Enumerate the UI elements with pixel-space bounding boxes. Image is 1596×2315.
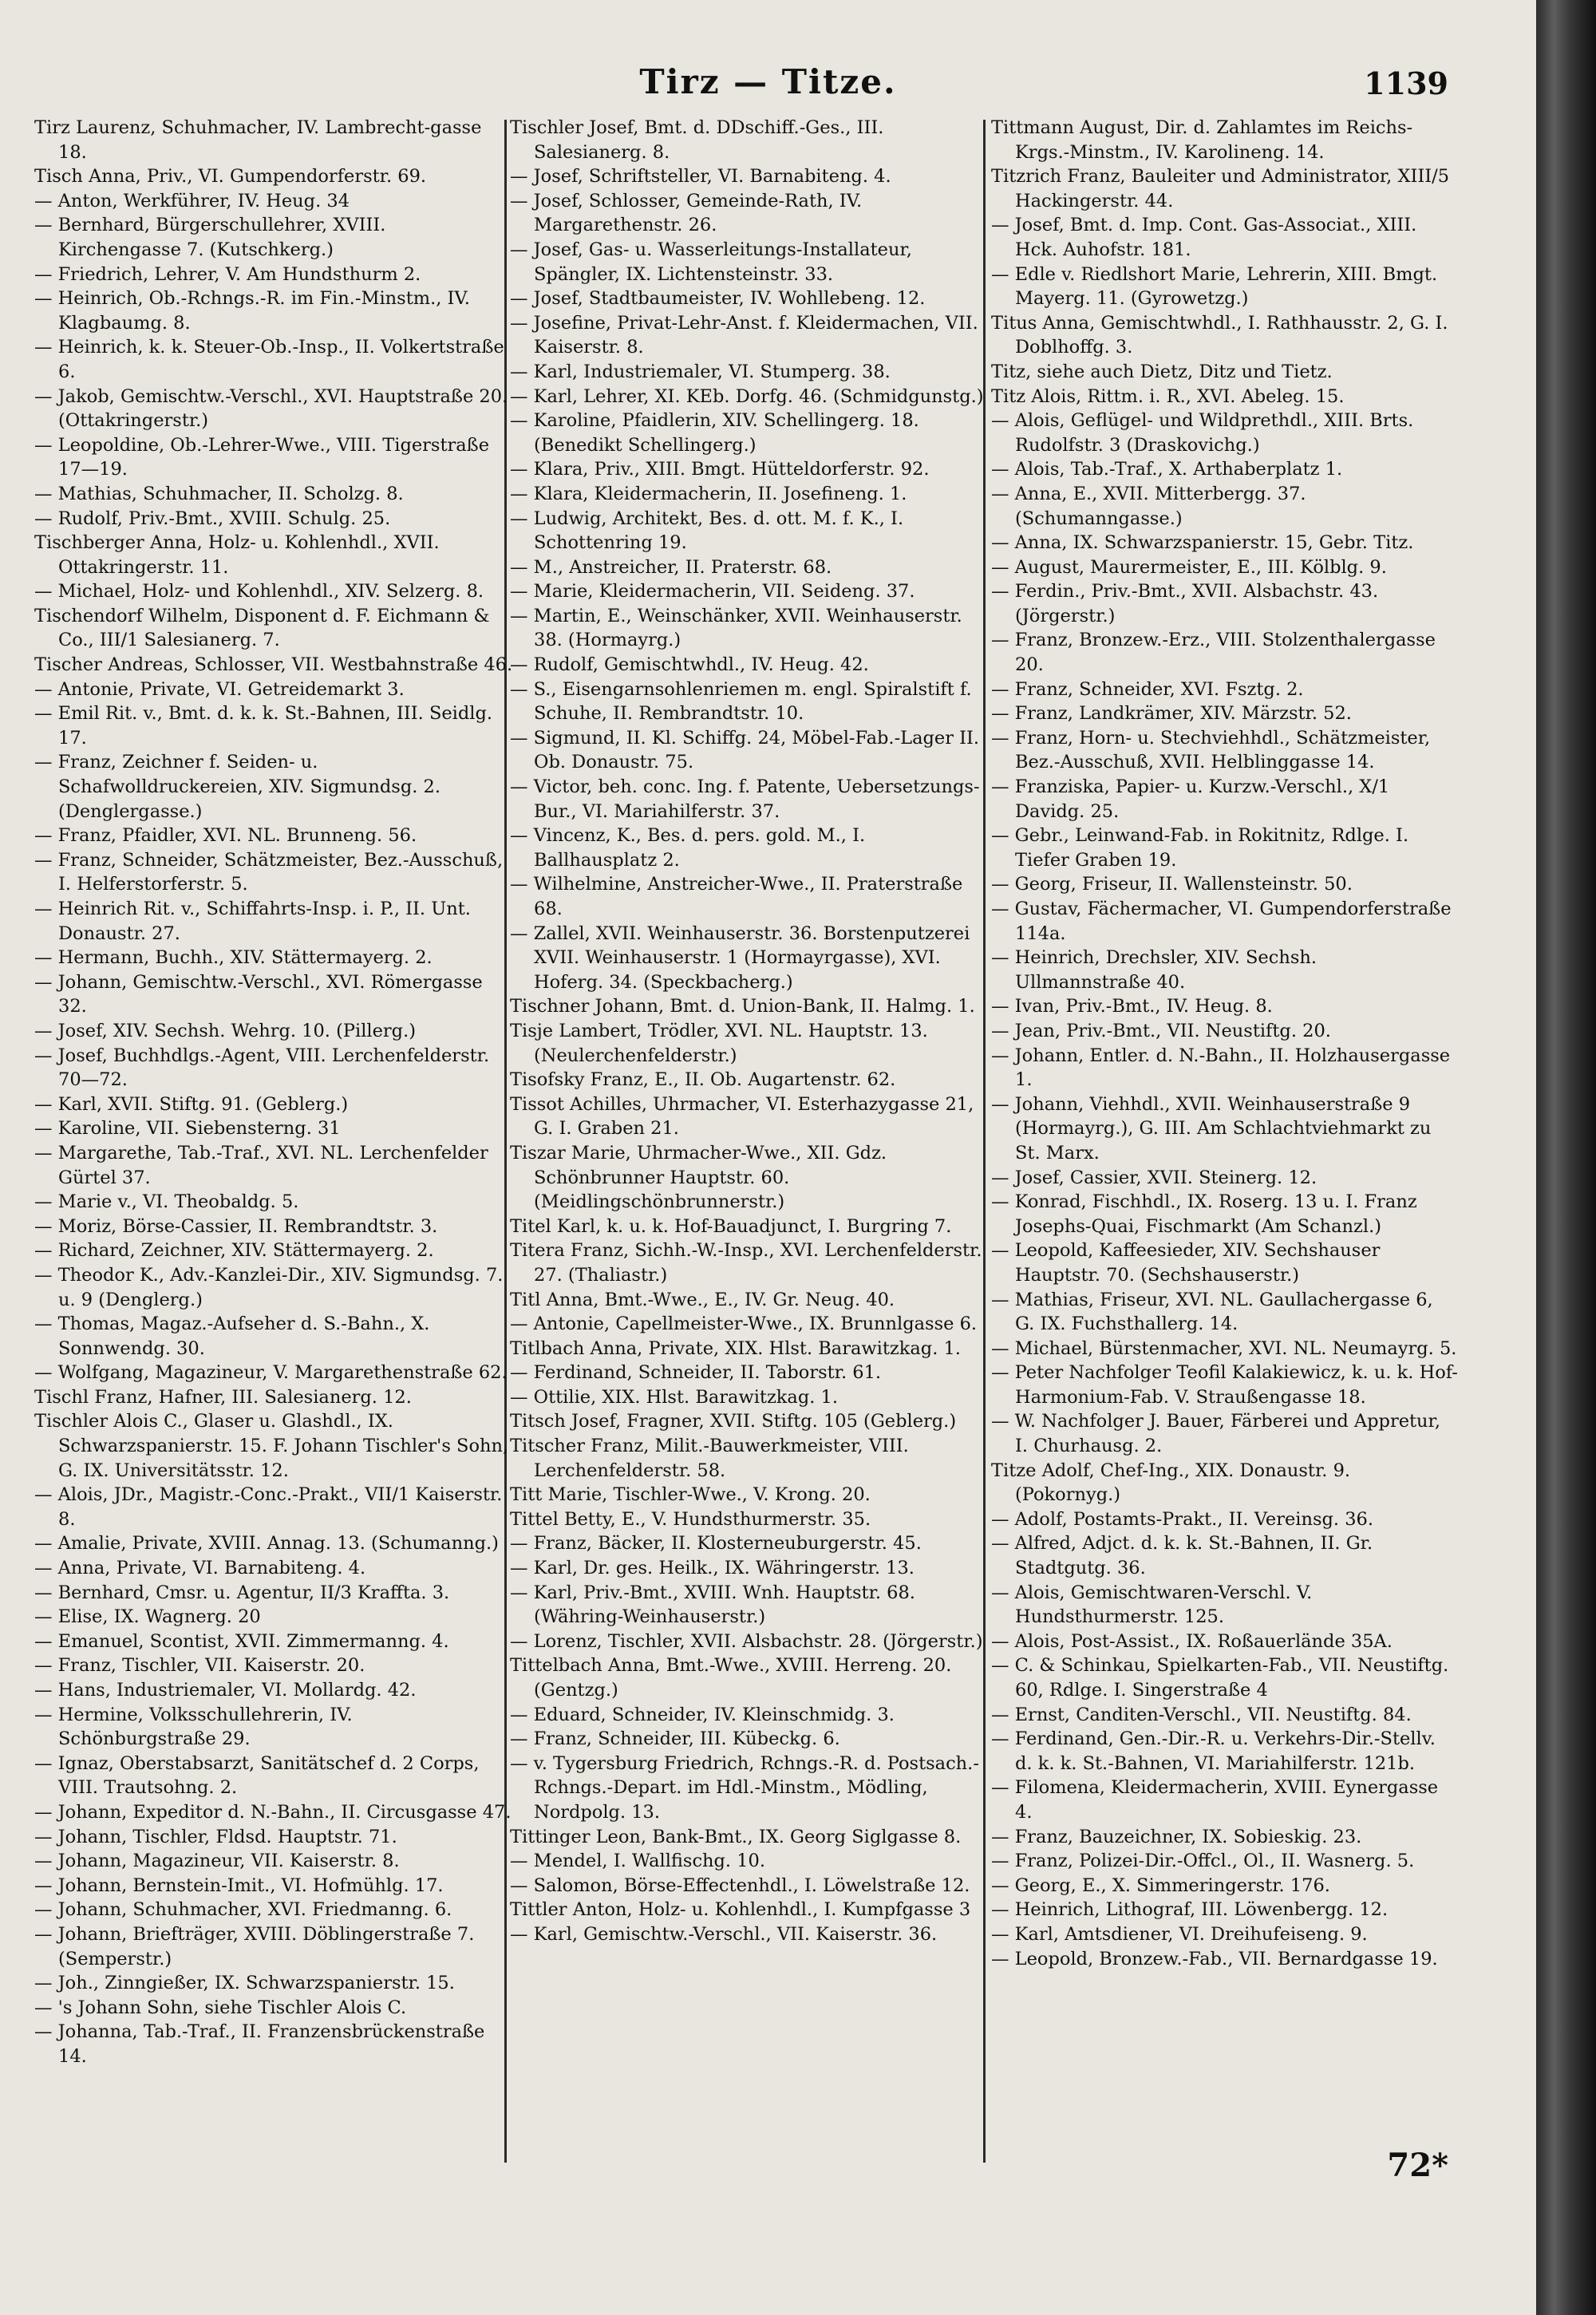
directory-entry: — Jean, Priv.-Bmt., VII. Neustiftg. 20. [991,1020,1331,1041]
directory-entry: — Franz, Pfaidler, XVI. NL. Brunneng. 56. [34,825,417,847]
directory-entry: — W. Nachfolger J. Bauer, Färberei und Appretur, I. Churhausg. 2. [991,1411,1440,1457]
directory-entry: — Gustav, Fächermacher, VI. Gumpendorferstraße 114a. [991,899,1452,944]
directory-entry: Tischner Johann, Bmt. d. Union-Bank, II. Halmg. 1. [510,996,975,1017]
directory-entry: — Ivan, Priv.-Bmt., IV. Heug. 8. [991,996,1273,1017]
directory-entry: — Georg, Friseur, II. Wallensteinstr. 50. [991,874,1353,895]
directory-entry: — Marie v., VI. Theobaldg. 5. [34,1191,299,1213]
directory-entry: Titus Anna, Gemischtwhdl., I. Rathhausstr. 2, G. I. Doblhoffg. 3. [991,312,1448,358]
directory-entry: Tissot Achilles, Uhrmacher, VI. Esterhazygasse 21, G. I. Graben 21. [510,1093,974,1140]
directory-entry: Titscher Franz, Milit.-Bauwerkmeister, VIII. Lerchenfelderstr. 58. [510,1436,909,1481]
directory-entry: — Josef, Schlosser, Gemeinde-Rath, IV. Margarethenstr. 26. [510,190,863,236]
directory-entry: — Johann, Gemischtw.-Verschl., XVI. Römergasse 32. [34,971,483,1017]
directory-entry: — Franz, Zeichner f. Seiden- u. Schafwolldruckereien, XIV. Sigmundsg. 2. (Denglergasse.) [34,752,441,822]
directory-entry: — Johann, Schuhmacher, XVI. Friedmanng. 6. [34,1899,452,1921]
directory-entry: — Heinrich, Lithograf, III. Löwenbergg. 12. [991,1899,1389,1921]
directory-entry: — Sigmund, II. Kl. Schiffg. 24, Möbel-Fab.-Lager II. Ob. Donaustr. 75. [510,727,980,773]
directory-entry: — Alois, JDr., Magistr.-Conc.-Prakt., VII/1 Kaiserstr. 8. [34,1484,503,1530]
directory-entry: — Zallel, XVII. Weinhauserstr. 36. Borstenputzerei XVII. Weinhauserstr. 1 (Hormayrgasse), XVI. Hoferg. 34. (Speckbacherg.) [510,922,970,993]
directory-entry: — Heinrich, Drechsler, XIV. Sechsh. Ullmannstraße 40. [991,947,1317,993]
directory-entry: — Johann, Briefträger, XVIII. Döblingerstraße 7. (Semperstr.) [34,1923,475,1969]
directory-entry: — Edle v. Riedlshort Marie, Lehrerin, XIII. Bmgt. Mayerg. 11. (Gyrowetzg.) [991,263,1438,310]
directory-entry: — Hans, Industriemaler, VI. Mollardg. 42. [34,1680,417,1701]
directory-entry: Titel Karl, k. u. k. Hof-Bauadjunct, I. Burgring 7. [510,1215,952,1237]
directory-entry: — Ludwig, Architekt, Bes. d. ott. M. f. K., I. Schottenring 19. [510,508,904,554]
page-number: 1139 [1364,65,1448,101]
directory-entry: — Franz, Schneider, III. Kübeckg. 6. [510,1728,840,1750]
directory-entry: — Wolfgang, Magazineur, V. Margarethenstraße 62. [34,1362,508,1384]
directory-entry: — Karoline, Pfaidlerin, XIV. Schellingerg. 18. (Benedikt Schellingerg.) [510,410,919,456]
directory-entry: — Margarethe, Tab.-Traf., XVI. NL. Lerchenfelder Gürtel 37. [34,1142,488,1188]
directory-entry: — Franz, Schneider, XVI. Fsztg. 2. [991,678,1304,700]
directory-entry: — Amalie, Private, XVIII. Annag. 13. (Schumanng.) [34,1533,499,1555]
directory-entry: Tischendorf Wilhelm, Disponent d. F. Eichmann & Co., III/1 Salesianerg. 7. [34,605,490,651]
directory-entry: — Franz, Bronzew.-Erz., VIII. Stolzenthalergasse 20. [991,630,1436,676]
directory-entry: Titera Franz, Sichh.-W.-Insp., XVI. Lerchenfelderstr. 27. (Thaliastr.) [510,1240,982,1286]
directory-entry: Tisofsky Franz, E., II. Ob. Augartenstr. 62. [510,1069,896,1091]
directory-entry: — Alfred, Adjct. d. k. k. St.-Bahnen, II. Gr. Stadtgutg. 36. [991,1533,1373,1579]
directory-entry: — Johann, Expeditor d. N.-Bahn., II. Circusgasse 47. [34,1801,512,1823]
directory-entry: Tischberger Anna, Holz- u. Kohlenhdl., XVII. Ottakringerstr. 11. [34,532,440,578]
directory-entry: Tittinger Leon, Bank-Bmt., IX. Georg Siglgasse 8. [510,1826,962,1847]
directory-entry: — v. Tygersburg Friedrich, Rchngs.-R. d. Postsach.-Rchngs.-Depart. im Hdl.-Minstm., Mödling, Nordpolg. 13. [510,1752,979,1823]
directory-entry: — Ferdinand, Gen.-Dir.-R. u. Verkehrs-Dir.-Stellv. d. k. k. St.-Bahnen, VI. Mariahilferstr. 121b. [991,1728,1436,1774]
directory-entry: — Ottilie, XIX. Hlst. Barawitzkag. 1. [510,1386,839,1408]
directory-entry: — Jakob, Gemischtw.-Verschl., XVI. Hauptstraße 20. (Ottakringerstr.) [34,385,508,432]
directory-entry: — Alois, Post-Assist., IX. Roßauerlände 35A. [991,1630,1393,1652]
directory-entry: Tischl Franz, Hafner, III. Salesianerg. 12. [34,1386,412,1408]
directory-entry: — Karl, Lehrer, XI. KEb. Dorfg. 46. (Schmidgunstg.) [510,385,984,407]
directory-entry: — Ferdinand, Schneider, II. Taborstr. 61. [510,1362,882,1384]
directory-entry: — Joh., Zinngießer, IX. Schwarzspanierstr. 15. [34,1973,455,1994]
directory-entry: Titz, siehe auch Dietz, Ditz und Tietz. [991,361,1333,382]
directory-entry: — Antonie, Private, VI. Getreidemarkt 3. [34,678,405,700]
directory-column-right [991,116,1458,2159]
directory-entry: — Hermann, Buchh., XIV. Stättermayerg. 2. [34,947,433,969]
directory-entry: — Franz, Horn- u. Stechviehhdl., Schätzmeister, Bez.-Ausschuß, XVII. Helblinggasse 14. [991,727,1431,773]
directory-entry: Titze Adolf, Chef-Ing., XIX. Donaustr. 9. (Pokornyg.) [991,1460,1351,1506]
directory-entry: — Gebr., Leinwand-Fab. in Rokitnitz, Rdlge. I. Tiefer Graben 19. [991,825,1409,871]
directory-entry: — Moriz, Börse-Cassier, II. Rembrandtstr. 3. [34,1215,438,1237]
directory-entry: — Friedrich, Lehrer, V. Am Hundsthurm 2. [34,263,421,285]
directory-entry: — Josef, Schriftsteller, VI. Barnabiteng. 4. [510,166,891,188]
directory-entry: — Klara, Kleidermacherin, II. Josefineng. 1. [510,483,907,504]
directory-entry: — Wilhelmine, Anstreicher-Wwe., II. Praterstraße 68. [510,874,963,919]
directory-entry: Titl Anna, Bmt.-Wwe., E., IV. Gr. Neug. 40. [510,1289,895,1310]
directory-entry: Tisje Lambert, Trödler, XVI. NL. Hauptstr. 13. (Neulerchenfelderstr.) [510,1020,928,1066]
directory-entry: — Karoline, VII. Siebensterng. 31 [34,1118,341,1140]
directory-entry: — Karl, Amtsdiener, VI. Dreihufeiseng. 9. [991,1923,1368,1945]
directory-entry: — Josef, Buchhdlgs.-Agent, VIII. Lerchenfelderstr. 70—72. [34,1045,490,1091]
directory-entry: Tirz Laurenz, Schuhmacher, IV. Lambrecht-gasse 18. [34,117,482,163]
directory-entry: — Klara, Priv., XIII. Bmgt. Hütteldorferstr. 92. [510,459,930,480]
directory-entry: — Bernhard, Cmsr. u. Agentur, II/3 Kraffta. 3. [34,1582,450,1603]
page-title: Tirz — Titze. [639,62,897,101]
directory-entry: — Franz, Bauzeichner, IX. Sobieskig. 23. [991,1826,1362,1847]
directory-entry: Tittler Anton, Holz- u. Kohlenhdl., I. Kumpfgasse 3 [510,1899,971,1921]
directory-entry: Titsch Josef, Fragner, XVII. Stiftg. 105 (Geblerg.) [510,1411,957,1432]
directory-entry: — Leopold, Bronzew.-Fab., VII. Bernardgasse 19. [991,1948,1438,1969]
directory-entry: — Martin, E., Weinschänker, XVII. Weinhauserstr. 38. (Hormayrg.) [510,605,962,651]
directory-entry: Tischer Andreas, Schlosser, VII. Westbahnstraße 46. [34,654,513,676]
directory-entry: — Johann, Entler. d. N.-Bahn., II. Holzhausergasse 1. [991,1045,1451,1091]
directory-entry: — Eduard, Schneider, IV. Kleinschmidg. 3. [510,1704,895,1725]
directory-entry: — Rudolf, Priv.-Bmt., XVIII. Schulg. 25. [34,508,391,529]
directory-entry: — Antonie, Capellmeister-Wwe., IX. Brunnlgasse 6. [510,1314,978,1335]
directory-entry: — Salomon, Börse-Effectenhdl., I. Löwelstraße 12. [510,1875,970,1896]
directory-entry: — Richard, Zeichner, XIV. Stättermayerg. 2. [34,1240,434,1262]
directory-entry: — Franz, Tischler, VII. Kaiserstr. 20. [34,1655,365,1677]
directory-entry: — Karl, Gemischtw.-Verschl., VII. Kaiserstr. 36. [510,1923,938,1945]
directory-entry: — Johanna, Tab.-Traf., II. Franzensbrückenstraße 14. [34,2021,485,2067]
directory-entry: — Ignaz, Oberstabsarzt, Sanitätschef d. 2 Corps, VIII. Trautsohng. 2. [34,1752,480,1799]
directory-entry: — Hermine, Volksschullehrerin, IV. Schönburgstraße 29. [34,1704,353,1750]
directory-entry: Tittelbach Anna, Bmt.-Wwe., XVIII. Herreng. 20. (Gentzg.) [510,1655,952,1701]
directory-entry: — M., Anstreicher, II. Praterstr. 68. [510,556,832,578]
directory-entry: — Theodor K., Adv.-Kanzlei-Dir., XIV. Sigmundsg. 7. u. 9 (Denglerg.) [34,1264,504,1310]
directory-entry: — Alois, Geflügel- und Wildprethdl., XIII. Brts. Rudolfstr. 3 (Draskovichg.) [991,410,1414,456]
directory-entry: — Johann, Tischler, Fldsd. Hauptstr. 71. [34,1826,397,1847]
directory-entry: — Bernhard, Bürgerschullehrer, XVIII. Kirchengasse 7. (Kutschkerg.) [34,215,386,260]
directory-entry: — Johann, Magazineur, VII. Kaiserstr. 8. [34,1851,400,1872]
directory-entry: — C. & Schinkau, Spielkarten-Fab., VII. Neustiftg. 60, Rdlge. I. Singerstraße 4 [991,1655,1449,1701]
directory-entry: — Anton, Werkführer, IV. Heug. 34 [34,190,350,211]
directory-entry: — Peter Nachfolger Teofil Kalakiewicz, k. u. k. Hof-Harmonium-Fab. V. Straußengasse 18. [991,1362,1458,1408]
signature-mark: 72* [1387,2147,1448,2184]
directory-entry: Titzrich Franz, Bauleiter und Administrator, XIII/5 Hackingerstr. 44. [991,166,1450,211]
directory-entry: — Michael, Holz- und Kohlenhdl., XIV. Selzerg. 8. [34,581,484,602]
directory-entry: — Leopoldine, Ob.-Lehrer-Wwe., VIII. Tigerstraße 17—19. [34,434,490,480]
directory-entry: — S., Eisengarnsohlenriemen m. engl. Spiralstift f. Schuhe, II. Rembrandtstr. 10. [510,678,972,725]
directory-entry: — Karl, XVII. Stiftg. 91. (Geblerg.) [34,1093,349,1115]
directory-entry: — Michael, Bürstenmacher, XVI. NL. Neumayrg. 5. [991,1337,1457,1359]
directory-entry: — Anna, IX. Schwarzspanierstr. 15, Gebr. Titz. [991,532,1414,554]
directory-entry: — Lorenz, Tischler, XVII. Alsbachstr. 28. (Jörgerstr.) [510,1630,983,1652]
directory-entry: — Konrad, Fischhdl., IX. Roserg. 13 u. I. Franz Josephs-Quai, Fischmarkt (Am Schanzl.) [991,1191,1417,1237]
directory-column-middle [510,116,989,2159]
directory-entry: Tiszar Marie, Uhrmacher-Wwe., XII. Gdz. Schönbrunner Hauptstr. 60. (Meidlingschönbrunnerstr.) [510,1142,887,1213]
directory-entry: — Alois, Gemischtwaren-Verschl. V. Hundsthurmerstr. 125. [991,1582,1313,1628]
directory-entry: — Anna, E., XVII. Mitterbergg. 37. (Schumanngasse.) [991,483,1306,529]
directory-entry: Titt Marie, Tischler-Wwe., V. Krong. 20. [510,1484,871,1506]
directory-entry: — Franz, Bäcker, II. Klosterneuburgerstr. 45. [510,1533,922,1555]
directory-entry: — Mathias, Schuhmacher, II. Scholzg. 8. [34,483,404,504]
directory-entry: Tittmann August, Dir. d. Zahlamtes im Reichs-Krgs.-Minstm., IV. Karolineng. 14. [991,117,1413,163]
directory-entry: Tittel Betty, E., V. Hundsthurmerstr. 35. [510,1508,871,1530]
directory-entry: — Karl, Priv.-Bmt., XVIII. Wnh. Hauptstr. 68. (Währing-Weinhauserstr.) [510,1582,915,1628]
directory-entry: — Anna, Private, VI. Barnabiteng. 4. [34,1558,366,1579]
directory-entry: — Josef, Stadtbaumeister, IV. Wohllebeng. 12. [510,288,926,310]
directory-entry: — Josef, Cassier, XVII. Steinerg. 12. [991,1167,1317,1188]
directory-entry: — Johann, Viehhdl., XVII. Weinhauserstraße 9 (Hormayrg.), G. III. Am Schlachtviehmarkt zu St. Marx. [991,1093,1432,1163]
directory-entry: — Vincenz, K., Bes. d. pers. gold. M., I. Ballhausplatz 2. [510,825,866,871]
directory-entry: — Ferdin., Priv.-Bmt., XVII. Alsbachstr. 43. (Jörgerstr.) [991,581,1379,626]
directory-entry: — Emil Rit. v., Bmt. d. k. k. St.-Bahnen, III. Seidlg. 17. [34,703,493,749]
directory-entry: — Marie, Kleidermacherin, VII. Seideng. 37. [510,581,915,602]
directory-entry: Titlbach Anna, Private, XIX. Hlst. Barawitzkag. 1. [510,1337,961,1359]
directory-entry: Tisch Anna, Priv., VI. Gumpendorferstr. 69. [34,166,427,188]
directory-entry: — Alois, Tab.-Traf., X. Arthaberplatz 1. [991,459,1343,480]
directory-entry: Tischler Josef, Bmt. d. DDschiff.-Ges., III. Salesianerg. 8. [510,117,884,163]
directory-entry: — Josefine, Privat-Lehr-Anst. f. Kleidermachen, VII. Kaiserstr. 8. [510,312,978,358]
book-binding-edge [1536,0,1596,2315]
directory-entry: — Filomena, Kleidermacherin, XVIII. Eynergasse 4. [991,1777,1439,1823]
directory-entry: — Johann, Bernstein-Imit., VI. Hofmühlg. 17. [34,1875,444,1896]
directory-entry: — Karl, Industriemaler, VI. Stumperg. 38. [510,361,891,382]
directory-entry: — Adolf, Postamts-Prakt., II. Vereinsg. 36. [991,1508,1373,1530]
directory-entry: — Heinrich, k. k. Steuer-Ob.-Insp., II. Volkertstraße 6. [34,337,504,382]
directory-entry: — August, Maurermeister, E., III. Kölblg. 9. [991,556,1387,578]
directory-entry: — Franz, Landkrämer, XIV. Märzstr. 52. [991,703,1352,725]
directory-entry: — Leopold, Kaffeesieder, XIV. Sechshauser Hauptstr. 70. (Sechshauserstr.) [991,1240,1381,1286]
directory-entry: — Georg, E., X. Simmeringerstr. 176. [991,1875,1330,1896]
directory-entry: — Ernst, Canditen-Verschl., VII. Neustiftg. 84. [991,1704,1412,1725]
directory-entry: — 's Johann Sohn, siehe Tischler Alois C. [34,1997,407,2018]
directory-entry: — Heinrich, Ob.-Rchngs.-R. im Fin.-Minstm., IV. Klagbaumg. 8. [34,288,470,334]
directory-entry: — Mendel, I. Wallfischg. 10. [510,1851,766,1872]
directory-entry: Tischler Alois C., Glaser u. Glashdl., IX. Schwarzspanierstr. 15. F. Johann Tischler's Sohn, G. IX. Universitätsstr. 12. [34,1411,509,1481]
directory-entry: — Thomas, Magaz.-Aufseher d. S.-Bahn., X. Sonnwendg. 30. [34,1314,430,1359]
directory-entry: — Josef, XIV. Sechsh. Wehrg. 10. (Pillerg.) [34,1020,417,1041]
directory-entry: — Franz, Polizei-Dir.-Offcl., Ol., II. Wasnerg. 5. [991,1851,1415,1872]
directory-column-left [34,116,513,2159]
directory-entry: — Emanuel, Scontist, XVII. Zimmermanng. 4. [34,1630,449,1652]
directory-entry: — Franz, Schneider, Schätzmeister, Bez.-Ausschuß, I. Helferstorferstr. 5. [34,849,504,895]
directory-entry: — Elise, IX. Wagnerg. 20 [34,1606,261,1628]
directory-entry: — Mathias, Friseur, XVI. NL. Gaullachergasse 6, G. IX. Fuchsthallerg. 14. [991,1289,1433,1335]
directory-entry: — Karl, Dr. ges. Heilk., IX. Währingerstr. 13. [510,1558,915,1579]
directory-entry: — Rudolf, Gemischtwhdl., IV. Heug. 42. [510,654,869,676]
directory-entry: — Victor, beh. conc. Ing. f. Patente, Uebersetzungs-Bur., VI. Mariahilferstr. 37. [510,776,980,822]
directory-entry: — Heinrich Rit. v., Schiffahrts-Insp. i. P., II. Unt. Donaustr. 27. [34,899,471,944]
directory-entry: — Franziska, Papier- u. Kurzw.-Verschl., X/1 Davidg. 25. [991,776,1390,822]
directory-entry: — Josef, Gas- u. Wasserleitungs-Installateur, Spängler, IX. Lichtensteinstr. 33. [510,239,912,285]
directory-entry: Titz Alois, Rittm. i. R., XVI. Abeleg. 15. [991,385,1345,407]
directory-entry: — Josef, Bmt. d. Imp. Cont. Gas-Associat., XIII. Hck. Auhofstr. 181. [991,215,1417,260]
